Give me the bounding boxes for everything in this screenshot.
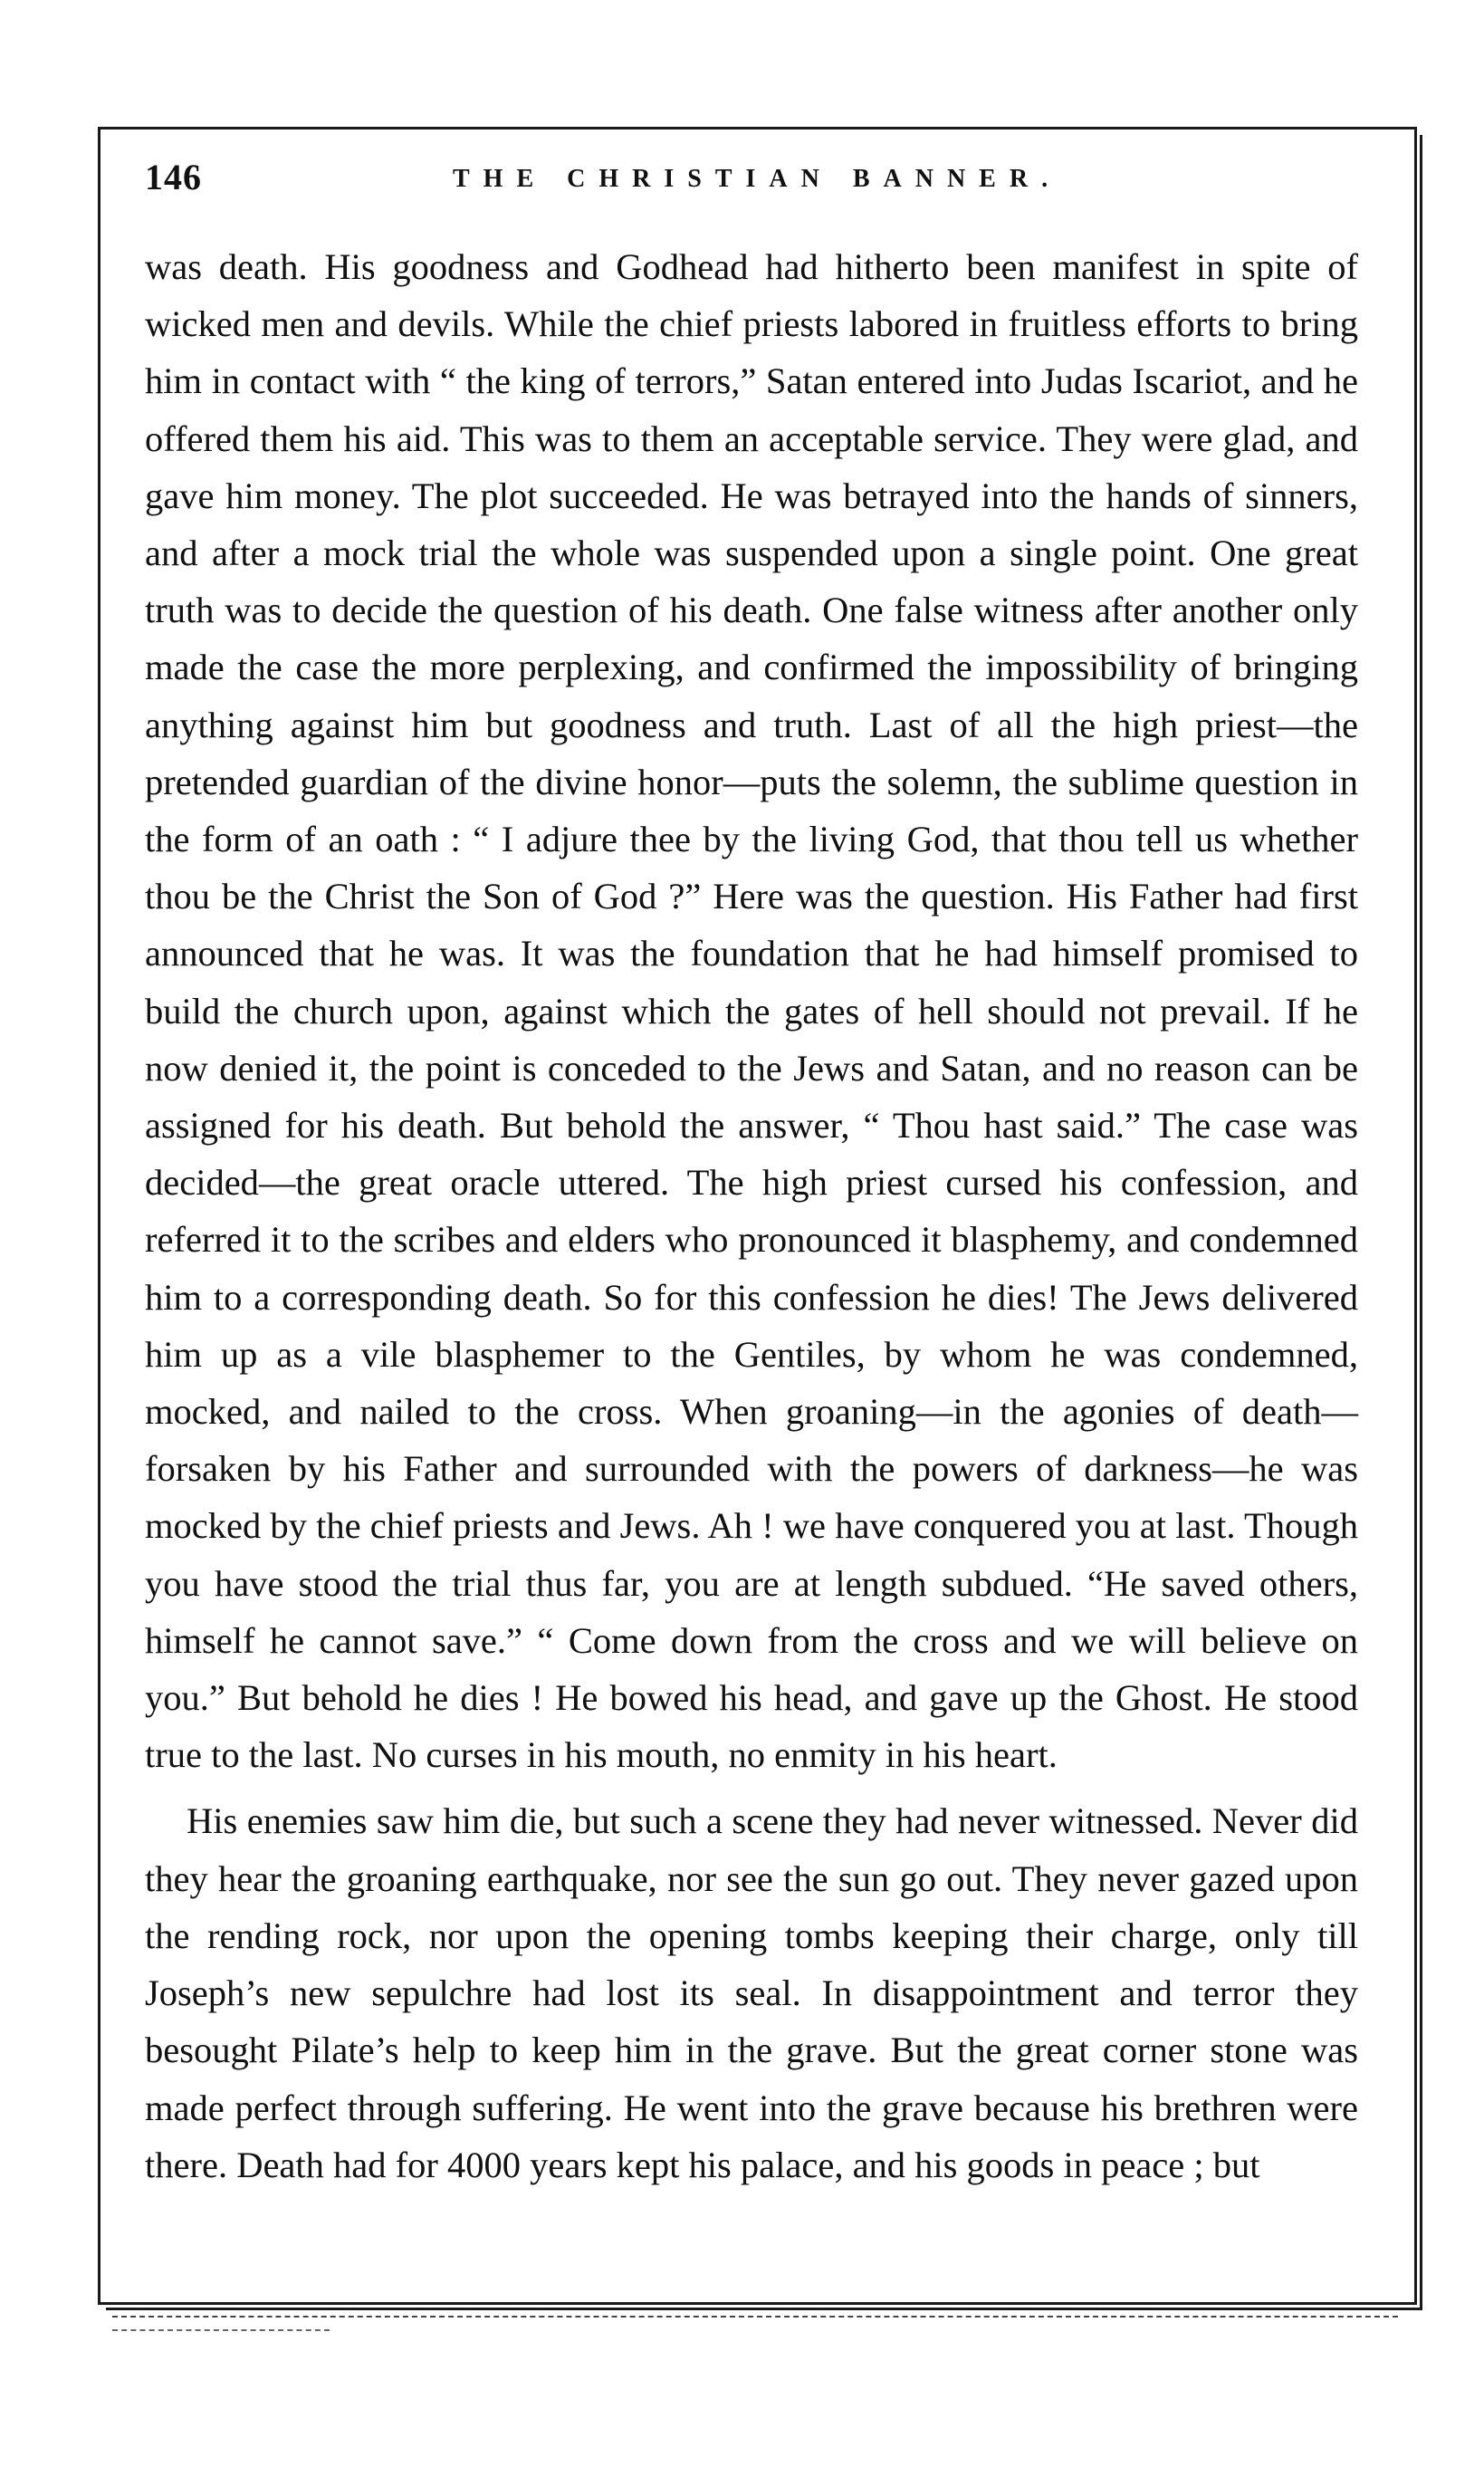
bottom-rule-short (112, 2329, 330, 2331)
paragraph-1: was death. His goodness and Godhead had hitherto been manifest in spite of wicked men and devils. While the chief priests labored in fruitless efforts to bring him in contact with “ the king of terrors,” Satan entered into Judas Iscariot, and he offered them his aid. This was to them an acceptable service. They were glad, and gave him money. The plot succeeded. He was betrayed into the hands of sinners, and after a mock trial the whole was suspended upon a single point. One great truth was to decide the question of his death. One false witness after another only made the case the more perplexing, and confirmed the impossibility of bringing anything against him but goodness and truth. Last of all the high priest—the pretended guardian of the divine honor—puts the solemn, the sublime question in the form of an oath : “ I adjure thee by the living God, that thou tell us whether thou be the Christ the Son of God ?” Here was the question. His Father had first announced that he was. It was the foundation that he had himself promised to build the church upon, against which the gates of hell should not prevail. If he now denied it, the point is conceded to the Jews and Satan, and no reason can be assigned for his death. But behold the answer, “ Thou hast said.” The case was decided—the great oracle uttered. The high priest cursed his confession, and referred it to the scribes and elders who pronounced it blasphemy, and condemned him to a corresponding death. So for this confession he dies! The Jews delivered him up as a vile blasphemer to the Gentiles, by whom he was condemned, mocked, and nailed to the cross. When groaning—in the agonies of death—forsaken by his Father and surrounded with the powers of darkness—he was mocked by the chief priests and Jews. Ah ! we have conquered you at last. Though you have stood the trial thus far, you are at length subdued. “He saved others, himself he cannot save.” “ Come down from the cross and we will believe on you.” But behold he dies ! He bowed his head, and gave up the Ghost. He stood true to the last. No curses in his mouth, no enmity in his heart. (145, 246, 1358, 1776)
paragraph-2: His enemies saw him die, but such a scene they had never witnessed. Never did they hear the groaning earthquake, nor see the sun go out. They never gazed upon the rending rock, nor upon the opening tombs keeping their charge, only till Joseph’s new sepulchre had lost its seal. In disappointment and terror they besought Pilate’s help to keep him in the grave. But the great corner stone was made perfect through suffering. He went into the grave because his brethren were there. Death had for 4000 years kept his palace, and his goods in peace ; but (145, 1800, 1358, 2185)
page-header (145, 156, 1358, 210)
running-title: THE CHRISTIAN BANNER. (453, 165, 1062, 193)
page-number: 146 (145, 157, 202, 197)
bottom-rule (112, 2316, 1398, 2318)
body-text (145, 238, 1358, 2193)
